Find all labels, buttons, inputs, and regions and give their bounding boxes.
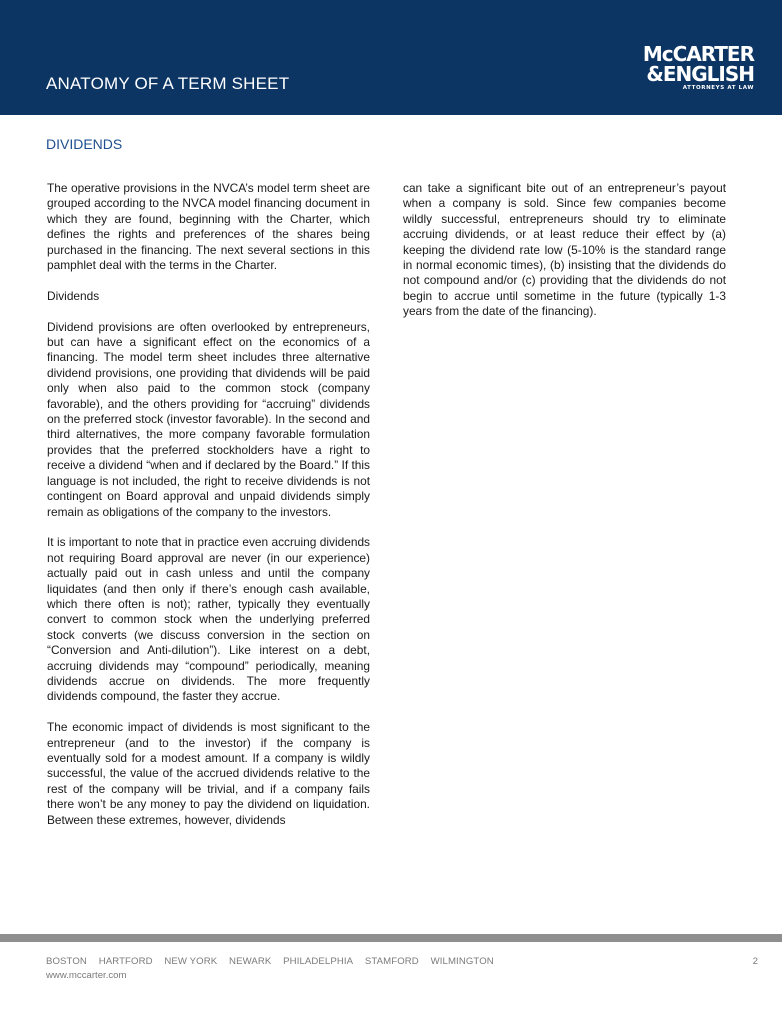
logo-tagline: ATTORNEYS AT LAW bbox=[682, 85, 754, 91]
office-city: NEWARK bbox=[229, 956, 272, 967]
footer-divider bbox=[0, 934, 782, 942]
paragraph-practice-note: It is important to note that in practice even accruing dividends not requiring Board approval are never (in our experience) actually paid out in cash unless and until the company liquidates (and then only if there’s enough cash available, which there often is not); rather, typically they eventually convert to common stock when the underlying preferred stock converts (we discuss conversion in the section on “Conversion and Anti-dilution”). Like interest on a debt, accruing dividends may “compound” periodically, meaning dividends accrue on dividends. The more frequently dividends compound, the faster they accrue. bbox=[47, 535, 370, 704]
paragraph-dividend-provisions: Dividend provisions are often overlooked by entrepreneurs, but can have a significant effect on the economics of a financing. The model term sheet includes three alternative dividend provisions, one providing that dividends will be paid only when also paid to the common stock (company favorable), and the others providing for “accruing” dividends on the preferred stock (investor favorable). In the second and third alternatives, the more company favorable formulation provides that the preferred stockholders have a right to receive a dividend “when and if declared by the Board.” If this language is not included, the right to receive dividends is not contingent on Board approval and unpaid dividends simply remain as obligations of the company to the investors. bbox=[47, 319, 370, 519]
office-city: STAMFORD bbox=[364, 956, 419, 967]
page-number: 2 bbox=[752, 956, 758, 967]
paragraph-economic-impact: The economic impact of dividends is most significant to the entrepreneur (and to the investor) if the company is eventually sold for a modest amount. If a company is wildly successful, the value of the accrued dividends relative to the rest of the company will be trivial, and if a company fails there won’t be any money to pay the dividend on liquidation. Between these extremes, however, dividends bbox=[47, 720, 370, 827]
section-heading: DIVIDENDS bbox=[46, 136, 123, 152]
left-column bbox=[47, 181, 370, 843]
right-column bbox=[403, 181, 726, 335]
office-city: NEW YORK bbox=[164, 956, 218, 967]
office-city: BOSTON bbox=[46, 956, 87, 967]
paragraph-intro: The operative provisions in the NVCA’s model term sheet are grouped according to the NVCA model financing document in which they are found, beginning with the Charter, which defines the rights and preferences of the shares being purchased in the financing. The next several sections in this pamphlet deal with the terms in the Charter. bbox=[47, 181, 370, 273]
office-city: PHILADELPHIA bbox=[283, 956, 354, 967]
office-city: WILMINGTON bbox=[430, 956, 494, 967]
document-title: ANATOMY OF A TERM SHEET bbox=[46, 74, 290, 93]
page-header bbox=[0, 0, 782, 115]
footer-website-link[interactable]: www.mccarter.com bbox=[46, 970, 127, 981]
office-city: HARTFORD bbox=[98, 956, 153, 967]
logo-line-2: &ENGLISH bbox=[646, 62, 754, 86]
firm-logo bbox=[638, 44, 754, 92]
subheading-dividends: Dividends bbox=[47, 288, 100, 303]
logo-line-1: McCARTER bbox=[642, 42, 754, 66]
footer-office-list bbox=[46, 956, 503, 967]
paragraph-continuation: can take a significant bite out of an entrepreneur’s payout when a company is sold. Since few companies become wildly successful, entrepreneurs should try to eliminate accruing dividends, or at least reduce their effect by (a) keeping the dividend rate low (5-10% is the standard range in normal economic times), (b) insisting that the dividends do not compound and/or (c) providing that the dividends do not begin to accrue until sometime in the future (typically 1-3 years from the date of the financing). bbox=[403, 181, 726, 319]
